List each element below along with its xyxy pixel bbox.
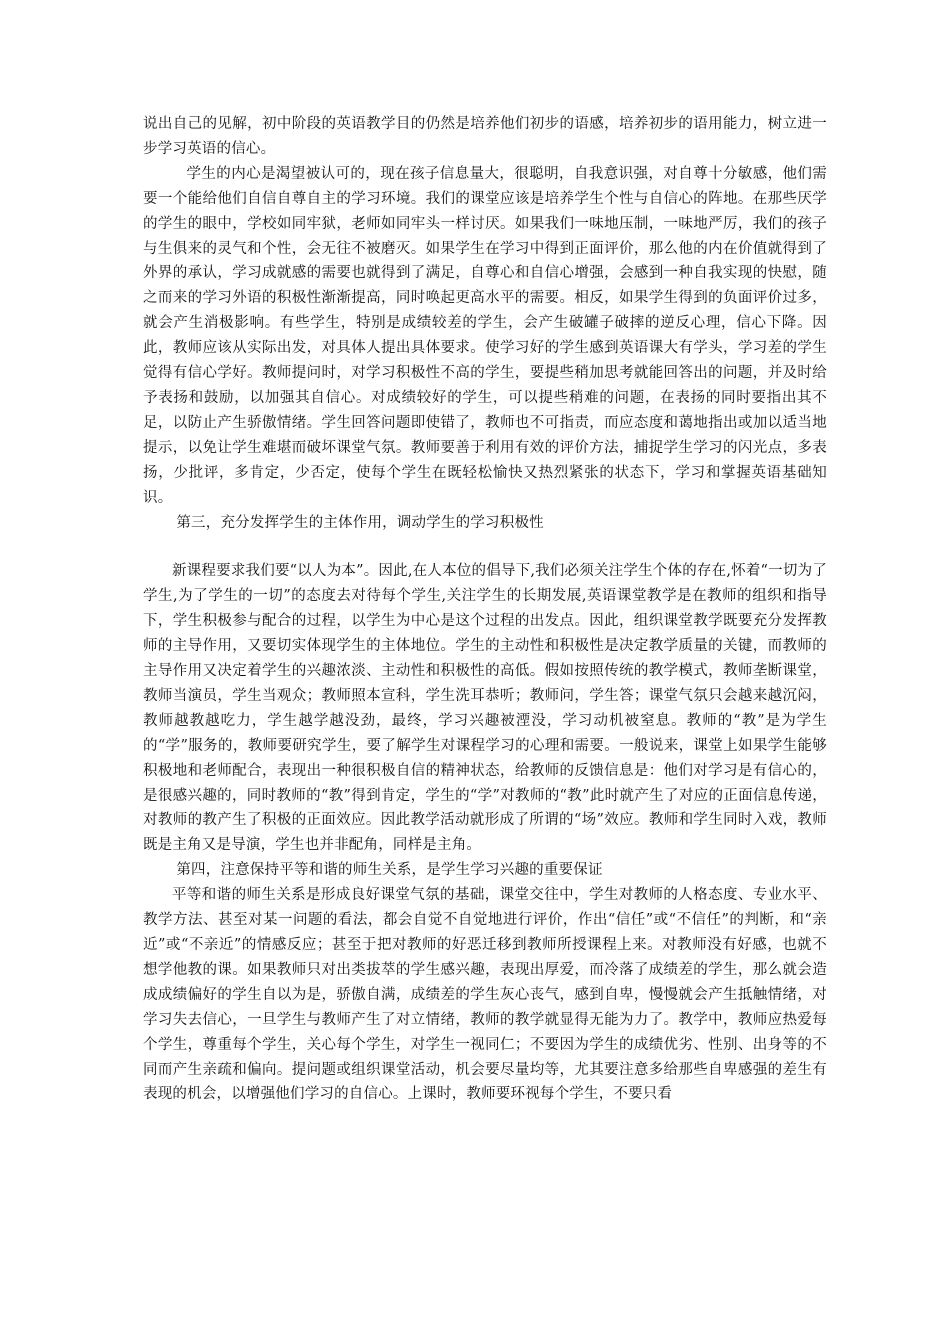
document-page [143, 112, 827, 1107]
section-heading-third: 第三，充分发挥学生的主体作用，调动学生的学习积极性 [176, 514, 544, 531]
paragraph-teacher-student-relationship: 平等和谐的师生关系是形成良好课堂气氛的基础，课堂交往中，学生对教师的人格态度、专业水平、教学方法、甚至对某一问题的看法，都会自觉不自觉地进行评价，作出“信任”或“不信任”的判断，和“亲近”或“不亲近”的情感反应；甚至于把对教师的好恶迁移到教师所授课程上来。对教师没有好感，也就不想学他教的课。如果教师只对出类拔萃的学生感兴趣，表现出厚爱，而冷落了成绩差的学生，那么就会造成成绩偏好的学生自以为是，骄傲自满，成绩差的学生灰心丧气，感到自卑，慢慢就会产生抵触情绪，对学习失去信心，一旦学生与教师产生了对立情绪，教师的教学就显得无能为力了。教学中，教师应热爱每个学生，尊重每个学生，关心每个学生，对学生一视同仁；不要因为学生的成绩优劣、性别、出身等的不同而产生亲疏和偏向。提问题或组织课堂活动，机会要尽量均等，尤其要注意多给那些自卑感强的差生有表现的机会，以增强他们学习的自信心。上课时，教师要环视每个学生，不要只看 [143, 887, 827, 1103]
paragraph-continued-intro: 说出自己的见解，初中阶段的英语教学目的仍然是培养他们初步的语感，培养初步的语用能力，树立进一步学习英语的信心。 [143, 116, 827, 157]
paragraph-self-esteem: 学生的内心是渴望被认可的，现在孩子信息量大，很聪明，自我意识强，对自尊十分敏感，他们需要一个能给他们自信自尊自主的学习环境。我们的课堂应该是培养学生个性与自信心的阵地。在那些厌学的学生的眼中，学校如同牢狱，老师如同牢头一样讨厌。如果我们一味地压制，一味地严厉，我们的孩子与生俱来的灵气和个性，会无往不被磨灭。如果学生在学习中得到正面评价，那么他的内在价值就得到了外界的承认，学习成就感的需要也就得到了满足，自尊心和自信心增强，会感到一种自我实现的快慰，随之而来的学习外语的积极性渐渐提高，同时唤起更高水平的需要。相反，如果学生得到的负面评价过多，就会产生消极影响。有些学生，特别是成绩较差的学生，会产生破罐子破摔的逆反心理，信心下降。因此，教师应该从实际出发，对具体人提出具体要求。使学习好的学生感到英语课大有学头，学习差的学生觉得有信心学好。教师提问时，对学习积极性不高的学生，要提些稍加思考就能回答出的问题，并及时给予表扬和鼓励，以加强其自信心。对成绩较好的学生，可以提些稍难的问题，在表扬的同时要指出其不足，以防止产生骄傲情绪。学生回答问题即使错了，教师也不可指责，而应态度和蔼地指出或加以适当地提示，以免让学生难堪而破坏课堂气氛。教师要善于利用有效的评价方法，捕捉学生学习的闪光点，多表扬，少批评，多肯定，少否定，使每个学生在既轻松愉快又热烈紧张的状态下，学习和掌握英语基础知识。 [143, 165, 827, 506]
section-heading-fourth: 第四，注意保持平等和谐的师生关系，是学生学习兴趣的重要保证 [176, 862, 603, 879]
paragraph-student-centered: 新课程要求我们要“以人为本”。因此,在人本位的倡导下,我们必须关注学生个体的存在,怀着“一切为了学生,为了学生的一切”的态度去对待每个学生,关注学生的长期发展,英语课堂教学是在教师的组织和指导下，学生积极参与配合的过程，以学生为中心是这个过程的出发点。因此，组织课堂教学既要充分发挥教师的主导作用，又要切实体现学生的主体地位。学生的主动性和积极性是决定教学质量的关键，而教师的主导作用又决定着学生的兴趣浓淡、主动性和积极性的高低。假如按照传统的教学模式，教师垄断课堂，教师当演员，学生当观众；教师照本宣科，学生洗耳恭听；教师问，学生答；课堂气氛只会越来越沉闷，教师越教越吃力，学生越学越没劲，最终，学习兴趣被湮没，学习动机被窒息。教师的“教”是为学生的“学”服务的，教师要研究学生，要了解学生对课程学习的心理和需要。一般说来，课堂上如果学生能够积极地和老师配合，表现出一种很积极自信的精神状态，给教师的反馈信息是：他们对学习是有信心的，是很感兴趣的，同时教师的“教”得到肯定，学生的“学”对教师的“教”此时就产生了对应的正面信息传递，对教师的教产生了积极的正面效应。因此教学活动就形成了所谓的“场”效应。教师和学生同时入戏，教师既是主角又是导演，学生也并非配角，同样是主角。 [143, 563, 827, 854]
blank-line [143, 535, 827, 559]
